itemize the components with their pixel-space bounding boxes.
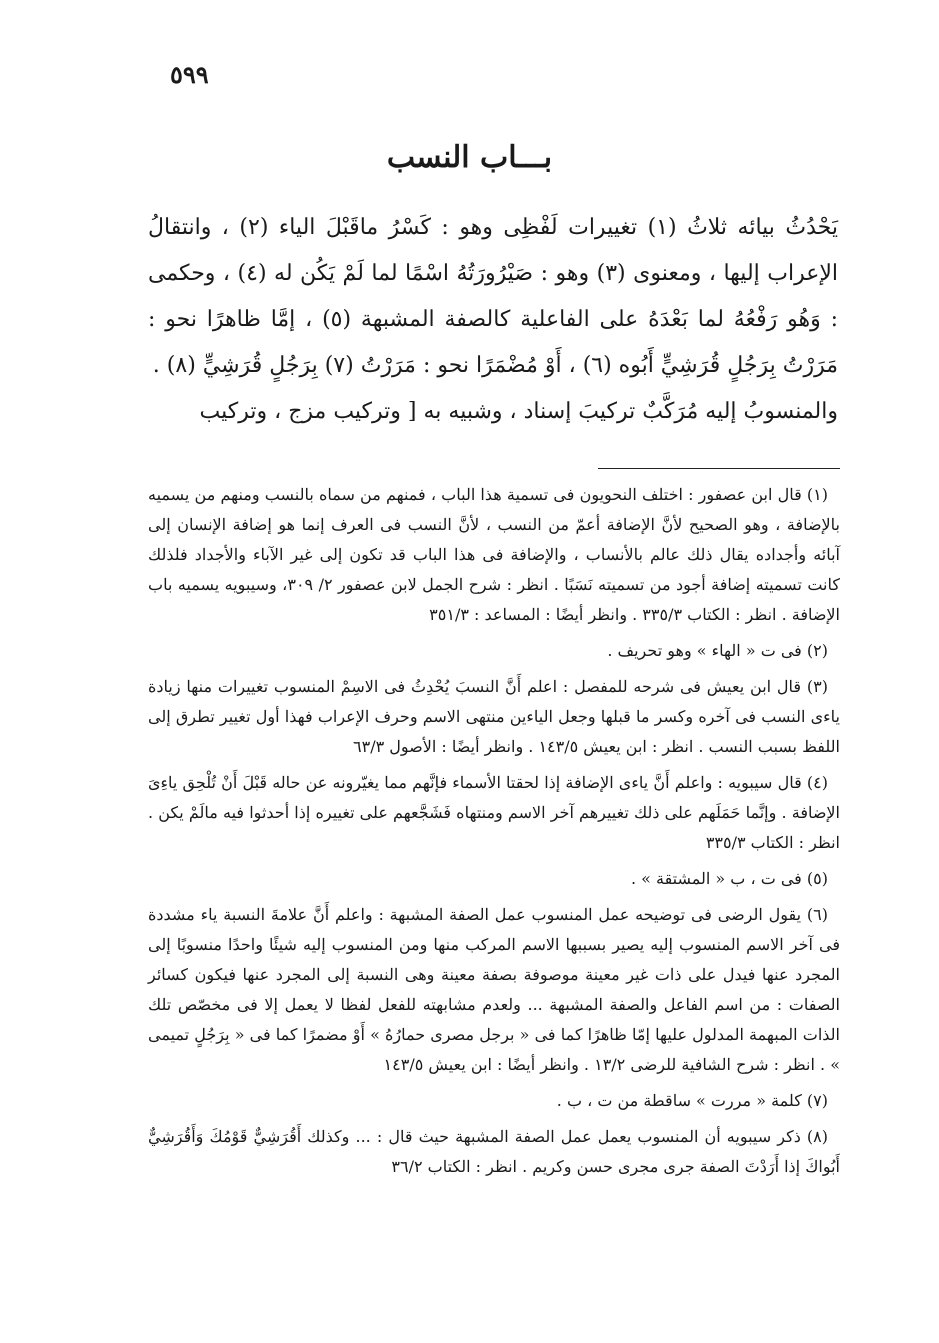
footnote-divider [598,468,840,469]
chapter-title: بـــاب النسب [386,140,553,175]
footnote-4: (٤) قال سيبويه : واعلم أَنَّ ياءى الإضافة إذا لحقتا الأسماء فإنَّهم مما يغيّرونه عن حاله قَبْلَ أَنْ تُلْحِق ياءِىَ الإضافة . وإنَّما حَمَلَهم على ذلك تغييرهم آخر الاسم ومنتهاه فَشَجَّعهم على تغييره إذا أحدثوا فيه مالَمْ يكن . انظر : الكتاب ٣٣٥/٣ [142,773,840,852]
footnote-3: (٣) قال ابن يعيش فى شرحه للمفصل : اعلم أَنَّ النسبَ يُحْدِثُ فى الاسِمْ المنسوب تغييرات منها زيادة ياءى النسب فى آخره وكسر ما قبلها وجعل الياءين منتهى الاسم وحرف الإعراب فهذا أول تغيير تطرق إلى اللفظ بسبب النسب . انظر : ابن يعيش ١٤٣/٥ . وانظر أيضًا : الأصول ٦٣/٣ [142,677,841,756]
main-paragraph: والمنسوبُ إليه مُرَكَّبٌ تركيبَ إسناد ، وشبيه به [ وتركيب مزج ، وتركيب [199,399,838,424]
page-number: ٥٩٩ [170,60,209,89]
footnote-2: (٢) فى ت « الهاء » وهو تحريف . [607,641,828,660]
footnote-8: (٨) ذكر سيبويه أن المنسوب يعمل عمل الصفة المشبهة حيث قال : ... وكذلك أَقُرَشِيٌّ قَوْمُكَ وَأَقُرَشِيٌّ أَبُواكَ إذا أَرَدْتَ الصفة جرى مجرى حسن وكريم . انظر : الكتاب ٣٦/٢ [142,1127,840,1176]
footnote-6: (٦) يقول الرضى فى توضيحه عمل المنسوب عمل الصفة المشبهة : واعلم أَنَّ علامةَ النسبة ياء مشددة فى آخر الاسم المنسوب إليه يصير بسببها الاسم المركب منها ومن المنسوب إليه شيئًا واحدًا منسوبًا إلى المجرد عنها فيدل على ذات غير معينة موصوفة بصفة معينة وهى النسبة إلى المجرد عنها فيكون كسائر الصفات : من اسم الفاعل والصفة المشبهة ... ولعدم مشابهته للفعل لفظا لا يعمل إلا فى مخصّص تلك الذات المبهمة المدلول عليها إمّا ظاهرًا كما فى « برجل مصرى حمارُهُ » أَوْ مضمرًا كما فى « بِرَجُلٍ تميمى » . انظر : شرح الشافية للرضى ١٣/٢ . وانظر أيضًا : ابن يعيش ١٤٣/٥ [142,905,840,1074]
footnote-7: (٧) كلمة « مررت » ساقطة من ت ، ب . [556,1091,828,1110]
footnote-1: (١) قال ابن عصفور : اختلف النحويون فى تسمية هذا الباب ، فمنهم من سماه بالنسب ومنهم من يسميه بالإضافة ، وهو الصحيح لأنَّ الإضافة أعمّ من النسب ، لأنَّ النسب فى العرف إنما هو إضافة الإنسان إلى آبائه وأجداده يقال ذلك عالم بالأنساب ، والإضافة فى هذا الباب قد تكون إلى غير الآباء والأجداد فلذلك كانت تسميته إضافة أجود من تسميته نَسَبًا . انظر : شرح الجمل لابن عصفور ٢/ ٣٠٩، وسيبويه يسميه باب الإضافة . انظر : الكتاب ٣٣٥/٣ . وانظر أيضًا : المساعد : ٣٥١/٣ [142,485,841,624]
main-paragraph: يَحْدُثُ بيائه ثلاثُ (١) تغييرات لَفْظِى وهو : كَسْرُ ماقَبْلَ الياء (٢) ، وانتقالُ الإعراب إليها ، ومعنوى (٣) وهو : صَيْرُورَتُهُ اسْمًا لما لَمْ يَكُن له (٤) ، وحكمى : وَهُو رَفْعُهُ لما بَعْدَهُ على الفاعلية كالصفة المشبهة (٥) ، إمَّا ظاهرًا نحو : مَرَرْتُ بِرَجُلٍ قُرَشِيٍّ أَبُوه (٦) ، أَوْ مُضْمَرًا نحو : مَرَرْتُ (٧) بِرَجُلٍ قُرَشِيٍّ (٨) . [148,215,839,378]
footnote-5: (٥) فى ت ، ب « المشتقة » . [630,869,828,888]
footnotes [142,480,841,1188]
main-text [148,205,838,435]
